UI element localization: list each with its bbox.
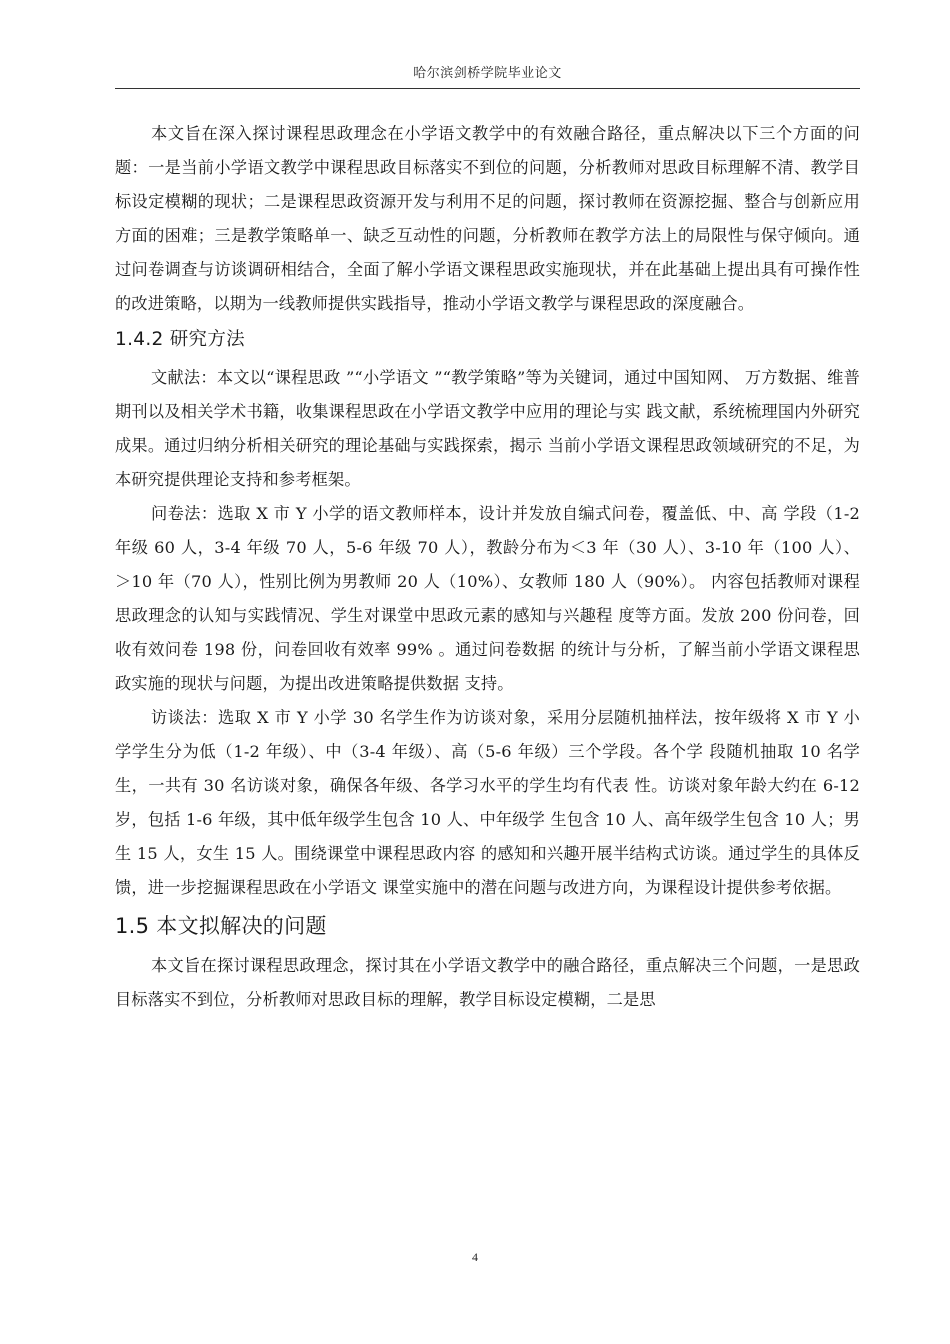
interview-method-paragraph: 访谈法：选取 X 市 Y 小学 30 名学生作为访谈对象，采用分层随机抽样法，按年级将 X 市 Y 小学学生分为低（1-2 年级）、中（3-4 年级）、高（5-6 年级）三个学段。各个学 段随机抽取 10 名学生，一共有 30 名访谈对象，确保各年级、各学习水平的学生均有代表 性。访谈对象年龄大约在 6-12 岁，包括 1-6 年级，其中低年级学生包含 10 人、中年级学 生包含 10 人、高年级学生包含 10 人；男生 15 人，女生 15 人。围绕课堂中课程思政内容 的感知和兴趣开展半结构式访谈。通过学生的具体反馈，进一步挖掘课程思政在小学语文 课堂实施中的潜在问题与改进方向，为课程设计提供参考依据。 xyxy=(115,708,860,897)
page-body xyxy=(115,117,860,1017)
header-divider xyxy=(115,88,860,89)
running-header: 哈尔滨剑桥学院毕业论文 xyxy=(413,66,562,81)
questionnaire-method-paragraph: 问卷法：选取 X 市 Y 小学的语文教师样本，设计并发放自编式问卷，覆盖低、中、高 学段（1-2 年级 60 人，3-4 年级 70 人，5-6 年级 70 人），教龄分布为＜3 年（30 人）、3-10 年（100 人）、＞10 年（70 人），性别比例为男教师 20 人（10%）、女教师 180 人（90%）。 内容包括教师对课程思政理念的认知与实践情况、学生对课堂中思政元素的感知与兴趣程 度等方面。发放 200 份问卷，回收有效问卷 198 份，问卷回收有效率 99% 。通过问卷数据 的统计与分析，了解当前小学语文课程思政实施的现状与问题，为提出改进策略提供数据 支持。 xyxy=(115,504,860,693)
intro-paragraph: 本文旨在深入探讨课程思政理念在小学语文教学中的有效融合路径，重点解决以下三个方面的问题：一是当前小学语文教学中课程思政目标落实不到位的问题，分析教师对思政目标理解不清、教学目标设定模糊的现状；二是课程思政资源开发与利用不足的问题，探讨教师在资源挖掘、整合与创新应用方面的困难；三是教学策略单一、缺乏互动性的问题，分析教师在教学方法上的局限性与保守倾向。通过问卷调查与访谈调研相结合，全面了解小学语文课程思政实施现状，并在此基础上提出具有可操作性的改进策略，以期为一线教师提供实践指导，推动小学语文教学与课程思政的深度融合。 xyxy=(115,124,860,313)
section-1-5-heading: 1.5 本文拟解决的问题 xyxy=(115,914,327,938)
section-1-4-2-heading: 1.4.2 研究方法 xyxy=(115,329,245,350)
page-number: 4 xyxy=(472,1250,478,1264)
literature-method-paragraph: 文献法：本文以“课程思政 ”“小学语文 ”“教学策略”等为关键词，通过中国知网、 万方数据、维普期刊以及相关学术书籍，收集课程思政在小学语文教学中应用的理论与实 践文献，系统梳理国内外研究成果。通过归纳分析相关研究的理论基础与实践探索，揭示 当前小学语文课程思政领域研究的不足，为本研究提供理论支持和参考框架。 xyxy=(115,368,860,489)
section-1-5-paragraph: 本文旨在探讨课程思政理念，探讨其在小学语文教学中的融合路径，重点解决三个问题，一是思政目标落实不到位，分析教师对思政目标的理解，教学目标设定模糊，二是思 xyxy=(115,956,860,1009)
